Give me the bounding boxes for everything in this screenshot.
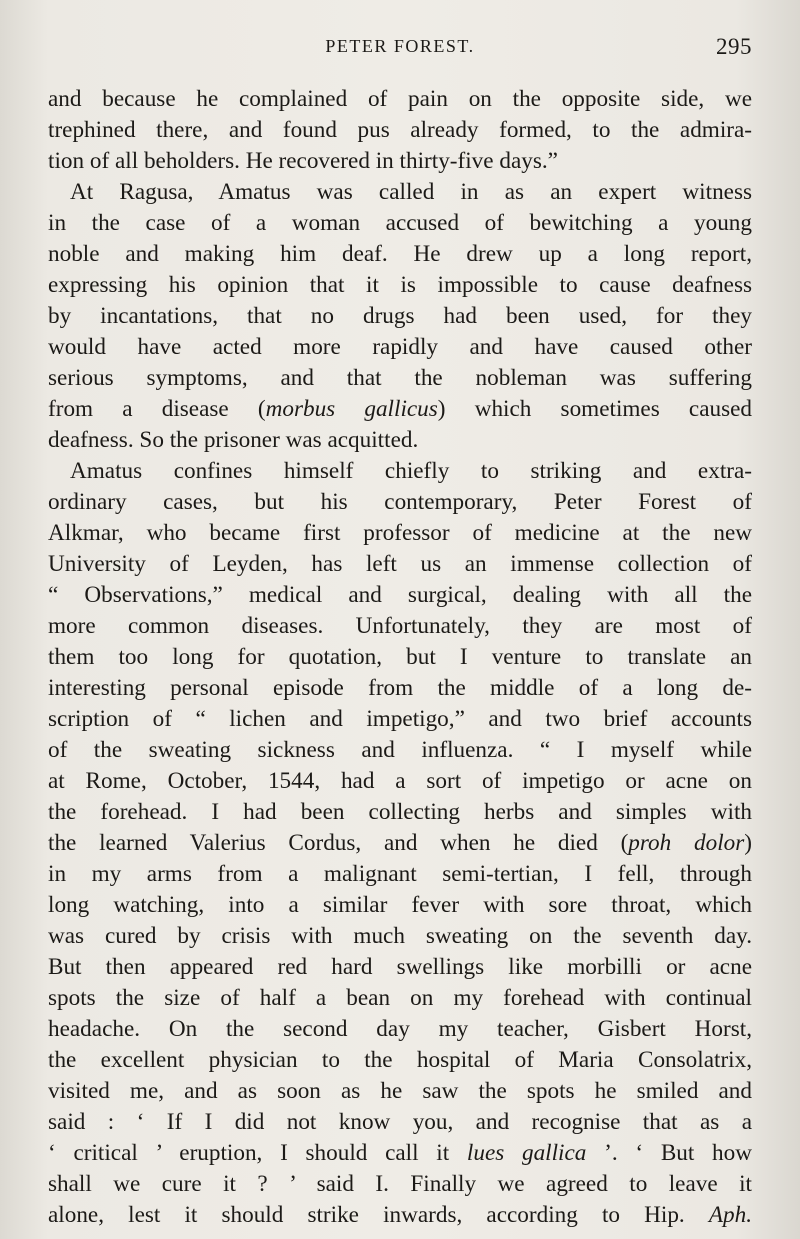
text-segment: alone, lest it should strike inwards, according to Hip. [48,1202,709,1228]
text-line [48,952,752,983]
text-segment: trephined there, and found pus already formed, to the admira- [48,117,752,143]
text-line [48,611,752,642]
text-segment: Alkmar, who became first professor of medicine at the new [48,520,752,546]
text-line [48,549,752,580]
text-segment: ordinary cases, but his contemporary, Peter Forest of [48,489,752,515]
text-line [48,642,752,673]
text-segment: headache. On the second day my teacher, Gisbert Horst, [48,1016,752,1042]
text-segment: the excellent physician to the hospital of Maria Consolatrix, [48,1047,752,1073]
text-segment: deafness. So the prisoner was acquitted. [48,427,419,453]
text-line [48,394,752,425]
text-segment: scription of “ lichen and impetigo,” and two brief accounts [48,706,752,732]
text-segment: in my arms from a malignant semi-tertian, I fell, through [48,861,752,887]
text-line [48,1138,752,1169]
text-segment: of the sweating sickness and influenza. “ I myself while [48,737,752,763]
text-segment: ‘ critical ’ eruption, I should call it [48,1140,467,1166]
page-number: 295 [716,34,752,59]
text-line [48,208,752,239]
running-head: PETER FOREST. [325,36,475,56]
text-line [48,766,752,797]
text-line [48,425,752,456]
text-segment: them too long for quotation, but I venture to translate an [48,644,752,670]
text-segment: by incantations, that no drugs had been used, for they [48,303,752,329]
text-line [48,890,752,921]
text-segment: University of Leyden, has left us an immense collection of [48,551,752,577]
text-line [48,363,752,394]
italic-text: proh dolor [628,830,745,856]
text-segment: ’. ‘ But how [586,1140,752,1166]
text-line [48,704,752,735]
text-segment: interesting personal episode from the middle of a long de- [48,675,752,701]
italic-text: morbus gallicus [265,396,438,422]
text-line [48,456,752,487]
text-segment: Amatus confines himself chiefly to striking and extra- [70,458,752,484]
italic-text: Aph. [708,1202,752,1228]
text-line [48,239,752,270]
text-segment: shall we cure it ? ’ said I. Finally we agreed to leave it [48,1171,752,1197]
text-segment: long watching, into a similar fever with sore throat, which [48,892,752,918]
page-header [48,34,752,64]
text-segment: more common diseases. Unfortunately, they are most of [48,613,752,639]
text-line [48,983,752,1014]
text-segment: the learned Valerius Cordus, and when he died ( [48,830,629,856]
text-segment: But then appeared red hard swellings like morbilli or acne [48,954,752,980]
text-segment: would have acted more rapidly and have caused other [48,334,752,360]
text-segment: was cured by crisis with much sweating on the seventh day. [48,923,752,949]
text-line [48,1200,752,1231]
text-segment: in the case of a woman accused of bewitching a young [48,210,752,236]
text-line [48,797,752,828]
text-segment: ) [744,830,752,856]
text-segment: and because he complained of pain on the opposite side, we [48,86,752,112]
text-line [48,673,752,704]
text-line [48,146,752,177]
text-line [48,828,752,859]
text-segment: the forehead. I had been collecting herbs and simples with [48,799,752,825]
text-segment: from a disease ( [48,396,266,422]
text-segment: ) which sometimes caused [437,396,752,422]
text-line [48,270,752,301]
text-line [48,115,752,146]
text-segment: said : ‘ If I did not know you, and recognise that as a [48,1109,752,1135]
text-line [48,301,752,332]
text-line [48,859,752,890]
text-line [48,1107,752,1138]
text-segment: “ Observations,” medical and surgical, dealing with all the [48,582,752,608]
text-line [48,177,752,208]
text-line [48,518,752,549]
text-line [48,1169,752,1200]
text-segment: expressing his opinion that it is impossible to cause deafness [48,272,752,298]
text-segment: at Rome, October, 1544, had a sort of impetigo or acne on [48,768,752,794]
text-line [48,84,752,115]
text-segment: visited me, and as soon as he saw the spots he smiled and [48,1078,752,1104]
text-line [48,1076,752,1107]
text-line [48,487,752,518]
text-segment: noble and making him deaf. He drew up a long report, [48,241,752,267]
text-line [48,1045,752,1076]
text-line [48,332,752,363]
text-line [48,921,752,952]
text-segment: spots the size of half a bean on my forehead with continual [48,985,752,1011]
text-line [48,735,752,766]
italic-text: lues gallica [466,1140,587,1166]
text-line [48,1014,752,1045]
body-text [48,84,752,1231]
text-segment: tion of all beholders. He recovered in thirty-five days.” [48,148,558,174]
text-line [48,580,752,611]
text-segment: At Ragusa, Amatus was called in as an expert witness [70,179,752,205]
text-segment: serious symptoms, and that the nobleman was suffering [48,365,752,391]
